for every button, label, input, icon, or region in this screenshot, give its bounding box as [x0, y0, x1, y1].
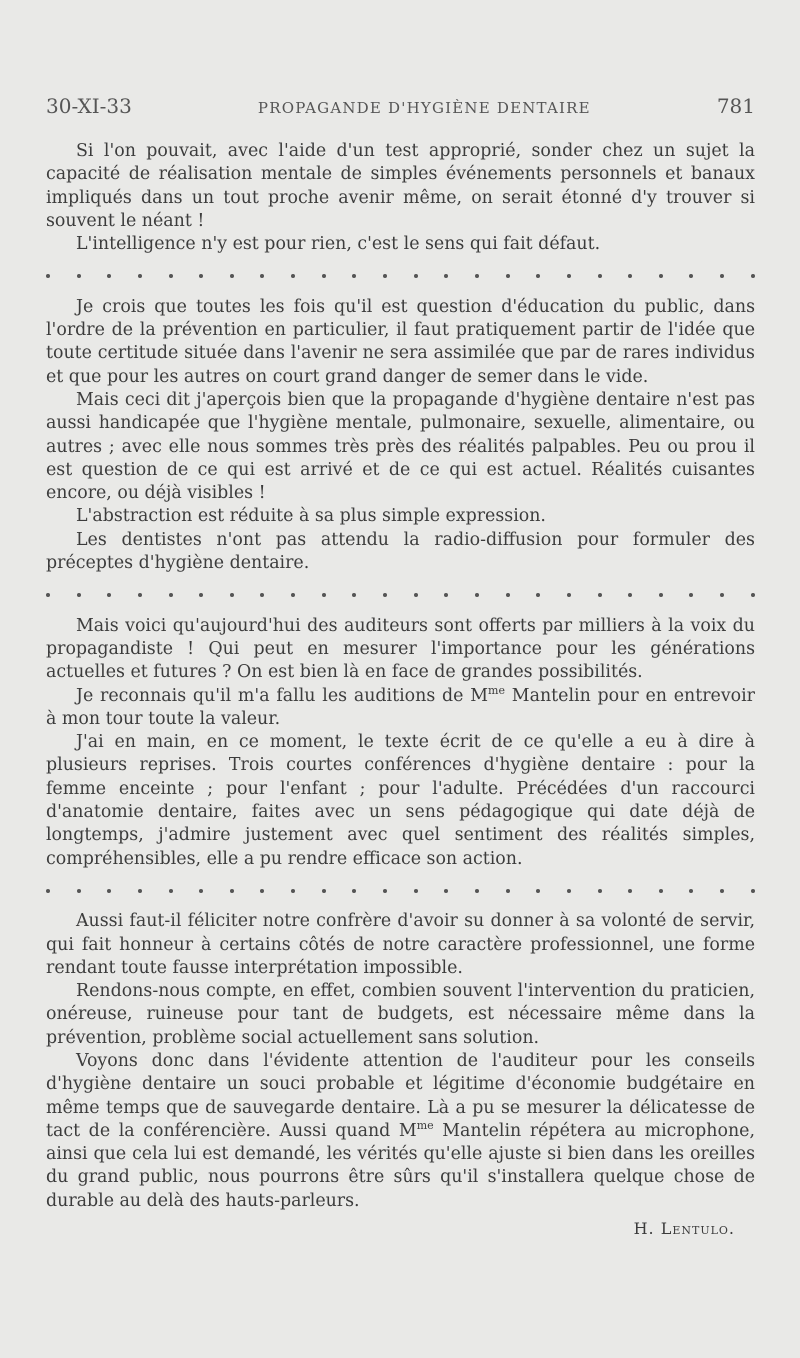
dot: [77, 274, 81, 278]
dot: [689, 889, 693, 893]
dot: [107, 274, 111, 278]
dot: [689, 593, 693, 597]
dot: [720, 889, 724, 893]
paragraph: Les dentistes n'ont pas attendu la radio-diffusion pour formuler des préceptes d'hygiène dentaire.: [46, 529, 755, 574]
dot: [689, 274, 693, 278]
dot: [506, 593, 510, 597]
dot: [352, 889, 356, 893]
dot: [628, 889, 632, 893]
dot: [383, 593, 387, 597]
dot: [720, 274, 724, 278]
dot: [414, 274, 418, 278]
author-signature: H. Lentulo.: [633, 1219, 735, 1239]
text-run: Mantelin pour en entrevoir à mon tour toute la valeur.: [46, 685, 755, 729]
dot: [260, 889, 264, 893]
dot: [77, 593, 81, 597]
dot: [169, 274, 173, 278]
header-date: 30-XI-33: [46, 94, 132, 118]
dot: [352, 274, 356, 278]
dot: [475, 593, 479, 597]
dot: [751, 889, 755, 893]
text-run: Voyons donc dans l'évidente attention de l'auditeur pour les conseils d'hygiène dentaire un souci probable et légitime d'économie budgétaire en même temps que de sauvegarde dentaire. Là a pu se mesurer la délicatesse de tact de la conférencière. Aussi quand M: [46, 1050, 755, 1141]
dot: [230, 889, 234, 893]
dot: [506, 889, 510, 893]
running-title: PROPAGANDE D'HYGIÈNE DENTAIRE: [257, 99, 591, 117]
paragraph: [46, 685, 755, 732]
dot: [414, 889, 418, 893]
section-separator-dots: [46, 879, 755, 902]
dot: [475, 274, 479, 278]
dot: [230, 274, 234, 278]
text-run: Mantelin répétera au microphone, ainsi que cela lui est demandé, les vérités qu'elle ajuste si bien dans les oreilles du grand public, nous pourrons être sûrs qu'il s'installera quelque chose de durable au delà des hauts-parleurs.: [46, 1120, 755, 1211]
dot: [138, 274, 142, 278]
dot: [628, 274, 632, 278]
paragraph: L'intelligence n'y est pour rien, c'est le sens qui fait défaut.: [76, 234, 601, 255]
dot: [199, 593, 203, 597]
dot: [199, 274, 203, 278]
dot: [536, 889, 540, 893]
dot: [260, 593, 264, 597]
dot: [444, 889, 448, 893]
dot: [230, 593, 234, 597]
dot: [322, 593, 326, 597]
dot: [383, 274, 387, 278]
paragraph: Je crois que toutes les fois qu'il est question d'éducation du public, dans l'ordre de la prévention en particulier, il faut pratiquement partir de l'idée que toute certitude située dans l'avenir ne sera assimilée que par de rares individus et que pour les autres on court grand danger de semer dans le vide.: [46, 296, 755, 387]
dot: [46, 889, 50, 893]
dot: [260, 274, 264, 278]
superscript: me: [488, 683, 505, 697]
dot: [536, 593, 540, 597]
dot: [506, 274, 510, 278]
dot: [138, 593, 142, 597]
dot: [475, 889, 479, 893]
paragraph: Mais voici qu'aujourd'hui des auditeurs sont offerts par milliers à la voix du propagandiste ! Qui peut en mesurer l'importance pour les générations actuelles et futures ? On est bien là en face de grandes possibilités.: [46, 615, 755, 683]
paragraph: [46, 1050, 755, 1213]
dot: [169, 889, 173, 893]
dot: [598, 274, 602, 278]
dot: [291, 593, 295, 597]
dot: [751, 274, 755, 278]
dot: [291, 274, 295, 278]
dot: [567, 593, 571, 597]
dot: [352, 593, 356, 597]
text-run: Je reconnais qu'il m'a fallu les auditions de M: [76, 685, 489, 706]
dot: [536, 274, 540, 278]
page-number: 781: [716, 94, 755, 118]
dot: [720, 593, 724, 597]
dot: [46, 593, 50, 597]
dot: [444, 593, 448, 597]
dot: [628, 593, 632, 597]
dot: [322, 889, 326, 893]
dot: [444, 274, 448, 278]
dot: [199, 889, 203, 893]
dot: [291, 889, 295, 893]
dot: [751, 593, 755, 597]
dot: [322, 274, 326, 278]
dot: [383, 889, 387, 893]
dot: [46, 274, 50, 278]
dot: [107, 889, 111, 893]
dot: [77, 889, 81, 893]
paragraph: J'ai en main, en ce moment, le texte écrit de ce qu'elle a eu à dire à plusieurs reprises. Trois courtes conférences d'hygiène dentaire : pour la femme enceinte ; pour l'enfant ; pour l'adulte. Précédées d'un raccourci d'anatomie dentaire, faites avec un sens pédagogique qui date déjà de longtemps, j'admire justement avec quel sentiment des réalités simples, compréhensibles, elle a pu rendre efficace son action.: [46, 732, 755, 869]
dot: [567, 274, 571, 278]
dot: [659, 274, 663, 278]
paragraph: Rendons-nous compte, en effet, combien souvent l'intervention du praticien, onéreuse, ruineuse pour tant de budgets, est nécessaire même dans la prévention, problème social actuellement sans solution.: [46, 981, 755, 1048]
article-body: [46, 140, 755, 1213]
section-separator-dots: [46, 264, 755, 287]
paragraph: Si l'on pouvait, avec l'aide d'un test approprié, sonder chez un sujet la capacité de réalisation mentale de simples événements personnels et banaux impliqués dans un tout proche avenir même, on serait étonné d'y trouver si souvent le néant !: [46, 141, 755, 231]
page-header: [46, 94, 755, 126]
dot: [598, 593, 602, 597]
dot: [138, 889, 142, 893]
dot: [659, 593, 663, 597]
dot: [107, 593, 111, 597]
dot: [598, 889, 602, 893]
dot: [414, 593, 418, 597]
dot: [567, 889, 571, 893]
paragraph: Mais ceci dit j'aperçois bien que la propagande d'hygiène dentaire n'est pas aussi handicapée que l'hygiène mentale, pulmonaire, sexuelle, alimentaire, ou autres ; avec elle nous sommes très près des réalités palpables. Peu ou prou il est question de ce qui est arrivé et de ce qui est actuel. Réalités cuisantes encore, ou déjà visibles !: [46, 389, 755, 504]
dot: [659, 889, 663, 893]
paragraph: Aussi faut-il féliciter notre confrère d'avoir su donner à sa volonté de servir, qui fait honneur à certains côtés de notre caractère professionnel, une forme rendant toute fausse interprétation impossible.: [46, 911, 755, 978]
superscript: me: [416, 1119, 434, 1133]
section-separator-dots: [46, 583, 755, 606]
paragraph: L'abstraction est réduite à sa plus simple expression.: [76, 506, 546, 527]
dot: [169, 593, 173, 597]
